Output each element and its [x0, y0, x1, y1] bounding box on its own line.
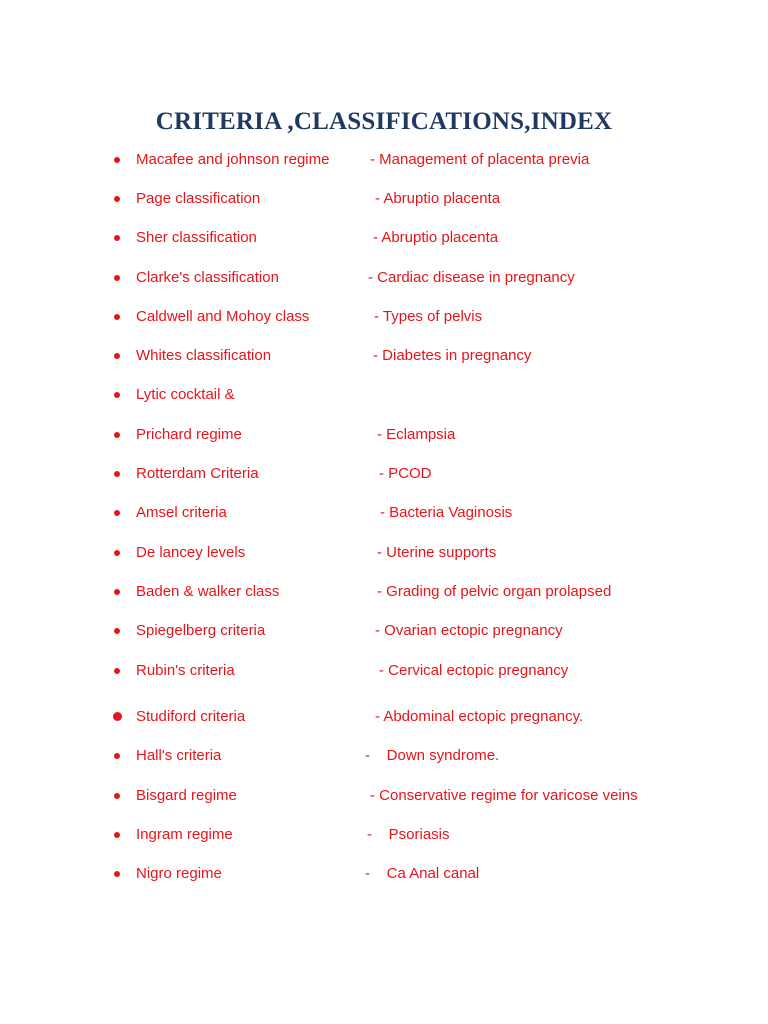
item-description: - Bacteria Vaginosis — [380, 504, 513, 521]
bullet-icon — [114, 589, 120, 595]
list-item — [0, 226, 768, 250]
list-item — [0, 744, 768, 768]
list-item — [0, 148, 768, 172]
bullet-icon — [114, 832, 120, 838]
list-item — [0, 541, 768, 565]
bullet-icon — [114, 550, 120, 556]
item-label: Studiford criteria — [136, 708, 246, 725]
item-description: - Eclampsia — [377, 426, 456, 443]
bullet-icon — [114, 753, 120, 759]
item-label: Bisgard regime — [136, 787, 237, 804]
list-item — [0, 462, 768, 486]
item-label: Spiegelberg criteria — [136, 622, 266, 639]
bullet-icon — [114, 668, 120, 674]
bullet-icon — [114, 275, 120, 281]
bullet-icon — [114, 432, 120, 438]
list-item — [0, 705, 768, 729]
bullet-icon — [114, 628, 120, 634]
item-description: - Grading of pelvic organ prolapsed — [377, 583, 612, 600]
item-label: Page classification — [136, 190, 261, 207]
item-description: - Abruptio placenta — [375, 190, 501, 207]
list-item — [0, 423, 768, 447]
item-description: - Abdominal ectopic pregnancy. — [375, 708, 584, 725]
bullet-icon — [114, 471, 120, 477]
bullet-icon — [114, 314, 120, 320]
item-label: Rubin's criteria — [136, 662, 235, 679]
item-label: Hall's criteria — [136, 747, 222, 764]
item-label: Prichard regime — [136, 426, 242, 443]
item-description: - Management of placenta previa — [370, 151, 590, 168]
list-item — [0, 784, 768, 808]
item-description: - Diabetes in pregnancy — [373, 347, 532, 364]
item-description: - Cardiac disease in pregnancy — [368, 269, 575, 286]
item-description: - Cervical ectopic pregnancy — [379, 662, 569, 679]
item-description: - Abruptio placenta — [373, 229, 499, 246]
page-title: CRITERIA ,CLASSIFICATIONS,INDEX — [155, 108, 613, 135]
bullet-icon — [114, 235, 120, 241]
bullet-icon — [114, 353, 120, 359]
item-label: Amsel criteria — [136, 504, 227, 521]
list-item — [0, 266, 768, 290]
bullet-icon — [114, 392, 120, 398]
item-label: Whites classification — [136, 347, 272, 364]
item-description: - Down syndrome. — [365, 747, 500, 764]
list-item — [0, 619, 768, 643]
item-description: - Types of pelvis — [374, 308, 483, 325]
list-item — [0, 823, 768, 847]
bullet-icon — [114, 510, 120, 516]
item-description: - Ovarian ectopic pregnancy — [375, 622, 563, 639]
item-label: Baden & walker class — [136, 583, 280, 600]
bullet-icon — [114, 157, 120, 163]
item-label: Ingram regime — [136, 826, 233, 843]
item-description: - Ca Anal canal — [365, 865, 480, 882]
item-description: - PCOD — [379, 465, 432, 482]
list-item — [0, 580, 768, 604]
list-item — [0, 659, 768, 683]
item-label: Nigro regime — [136, 865, 222, 882]
item-label: Caldwell and Mohoy class — [136, 308, 310, 325]
list-item — [0, 305, 768, 329]
bullet-icon — [113, 712, 122, 721]
list-item — [0, 501, 768, 525]
bullet-icon — [114, 793, 120, 799]
bullet-icon — [114, 196, 120, 202]
list-item — [0, 862, 768, 886]
item-label: De lancey levels — [136, 544, 246, 561]
item-description: - Conservative regime for varicose veins — [370, 787, 638, 804]
item-description: - Uterine supports — [377, 544, 497, 561]
item-label: Sher classification — [136, 229, 257, 246]
item-label: Rotterdam Criteria — [136, 465, 259, 482]
item-description: - Psoriasis — [367, 826, 450, 843]
item-label: Macafee and johnson regime — [136, 151, 330, 168]
item-label: Clarke's classification — [136, 269, 279, 286]
bullet-icon — [114, 871, 120, 877]
list-item — [0, 383, 768, 407]
list-item — [0, 344, 768, 368]
item-label: Lytic cocktail & — [136, 386, 235, 403]
list-item — [0, 187, 768, 211]
